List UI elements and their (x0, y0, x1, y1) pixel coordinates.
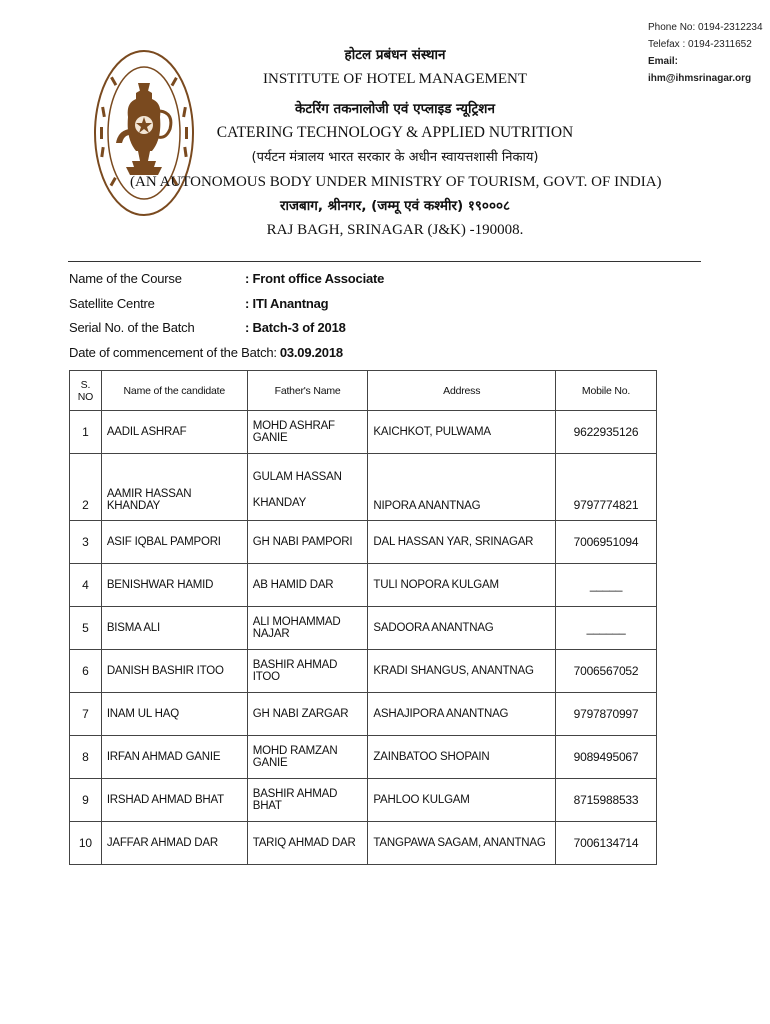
cell-name: BISMA ALI (101, 607, 247, 650)
cell-sno: 8 (70, 736, 102, 779)
cell-mobile: 9797774821 (556, 454, 657, 521)
cell-sno: 4 (70, 564, 102, 607)
contact-block (648, 19, 770, 87)
header-mobile: Mobile No. (556, 371, 657, 411)
cell-mobile: 7006951094 (556, 521, 657, 564)
cell-name: ASIF IQBAL PAMPORI (101, 521, 247, 564)
cell-sno: 5 (70, 607, 102, 650)
cell-name: JAFFAR AHMAD DAR (101, 822, 247, 865)
cell-address: DAL HASSAN YAR, SRINAGAR (368, 521, 556, 564)
cell-mobile: 7006134714 (556, 822, 657, 865)
course-info (69, 267, 385, 365)
cell-name: BENISHWAR HAMID (101, 564, 247, 607)
institute-header (130, 44, 660, 243)
header-sno: S. NO (70, 371, 102, 411)
centre-row (69, 292, 343, 317)
cell-father: TARIQ AHMAD DAR (247, 822, 368, 865)
cell-name: DANISH BASHIR ITOO (101, 650, 247, 693)
table-row (70, 454, 657, 521)
cell-father: AB HAMID DAR (247, 564, 368, 607)
cell-address: ZAINBATOO SHOPAIN (368, 736, 556, 779)
header-divider (68, 261, 701, 262)
cell-name: AAMIR HASSAN KHANDAY (101, 454, 247, 521)
hindi-autonomous-body: (पर्यटन मंत्रालय भारत सरकार के अधीन स्वायत्तशासी निकाय) (251, 150, 539, 165)
cell-sno: 3 (70, 521, 102, 564)
table-row (70, 736, 657, 779)
course-value: : Front office Associate (245, 271, 385, 286)
cell-mobile: ______ (556, 607, 657, 650)
father-line-2: KHANDAY (252, 497, 307, 509)
table-row (70, 521, 657, 564)
cell-address: ASHAJIPORA ANANTNAG (368, 693, 556, 736)
cell-mobile: 9089495067 (556, 736, 657, 779)
hindi-address: राजबाग, श्रीनगर, (जम्मू एवं कश्मीर) १९०००८ (279, 198, 511, 214)
table-header-row (70, 371, 657, 411)
cell-mobile: _____ (556, 564, 657, 607)
cell-name: IRFAN AHMAD GANIE (101, 736, 247, 779)
header-father: Father's Name (247, 371, 368, 411)
centre-label: Satellite Centre (69, 295, 155, 311)
cell-mobile: 8715988533 (556, 779, 657, 822)
email-address: Email: ihm@ihmsrinagar.org (648, 56, 752, 84)
cell-father (247, 454, 368, 521)
batch-row (69, 316, 346, 341)
cell-sno: 9 (70, 779, 102, 822)
date-row (69, 341, 343, 366)
subtitle: CATERING TECHNOLOGY & APPLIED NUTRITION (216, 124, 574, 141)
table-row (70, 693, 657, 736)
phone-number: Phone No: 0194-2312234 (648, 22, 763, 33)
institute-name: INSTITUTE OF HOTEL MANAGEMENT (263, 71, 527, 87)
cell-name: IRSHAD AHMAD BHAT (101, 779, 247, 822)
cell-name: AADIL ASHRAF (101, 411, 247, 454)
cell-sno: 2 (70, 454, 102, 521)
autonomous-body: (AN AUTONOMOUS BODY UNDER MINISTRY OF TOURISM, GOVT. OF INDIA) (130, 174, 662, 190)
institute-address: RAJ BAGH, SRINAGAR (J&K) -190008. (266, 222, 524, 238)
course-label: Name of the Course (69, 271, 182, 286)
telefax-number: Telefax : 0194-2311652 (648, 39, 752, 50)
cell-address: NIPORA ANANTNAG (368, 454, 556, 521)
cell-mobile: 9622935126 (556, 411, 657, 454)
table-row (70, 822, 657, 865)
table-row (70, 564, 657, 607)
cell-mobile: 7006567052 (556, 650, 657, 693)
cell-address: SADOORA ANANTNAG (368, 607, 556, 650)
cell-address: KRADI SHANGUS, ANANTNAG (368, 650, 556, 693)
cell-name: INAM UL HAQ (101, 693, 247, 736)
table-row (70, 411, 657, 454)
cell-address: PAHLOO KULGAM (368, 779, 556, 822)
cell-address: TULI NOPORA KULGAM (368, 564, 556, 607)
header-name: Name of the candidate (101, 371, 247, 411)
cell-sno: 6 (70, 650, 102, 693)
cell-sno: 7 (70, 693, 102, 736)
cell-mobile: 9797870997 (556, 693, 657, 736)
date-label: Date of commencement of the Batch: (69, 344, 277, 360)
cell-father: GH NABI ZARGAR (247, 693, 368, 736)
date-value: 03.09.2018 (279, 344, 343, 360)
father-line-1: GULAM HASSAN (252, 471, 342, 483)
header-address: Address (368, 371, 556, 411)
hindi-institute-name: होटल प्रबंधन संस्थान (344, 47, 446, 63)
candidate-table (69, 370, 657, 865)
cell-address: KAICHKOT, PULWAMA (368, 411, 556, 454)
cell-father: BASHIR AHMAD BHAT (247, 779, 368, 822)
cell-father: MOHD RAMZAN GANIE (247, 736, 368, 779)
course-row (69, 267, 385, 292)
batch-label: Serial No. of the Batch (69, 320, 195, 335)
cell-father: MOHD ASHRAF GANIE (247, 411, 368, 454)
cell-father: BASHIR AHMAD ITOO (247, 650, 368, 693)
cell-address: TANGPAWA SAGAM, ANANTNAG (368, 822, 556, 865)
table-row (70, 650, 657, 693)
table-row (70, 607, 657, 650)
cell-sno: 1 (70, 411, 102, 454)
centre-value: : ITI Anantnag (245, 295, 329, 311)
table-row (70, 779, 657, 822)
hindi-subtitle: केटरिंग तकनालोजी एवं एप्लाइड न्यूट्रिशन (295, 101, 495, 117)
cell-sno: 10 (70, 822, 102, 865)
batch-value: : Batch-3 of 2018 (245, 320, 346, 335)
cell-father: GH NABI PAMPORI (247, 521, 368, 564)
cell-father: ALI MOHAMMAD NAJAR (247, 607, 368, 650)
